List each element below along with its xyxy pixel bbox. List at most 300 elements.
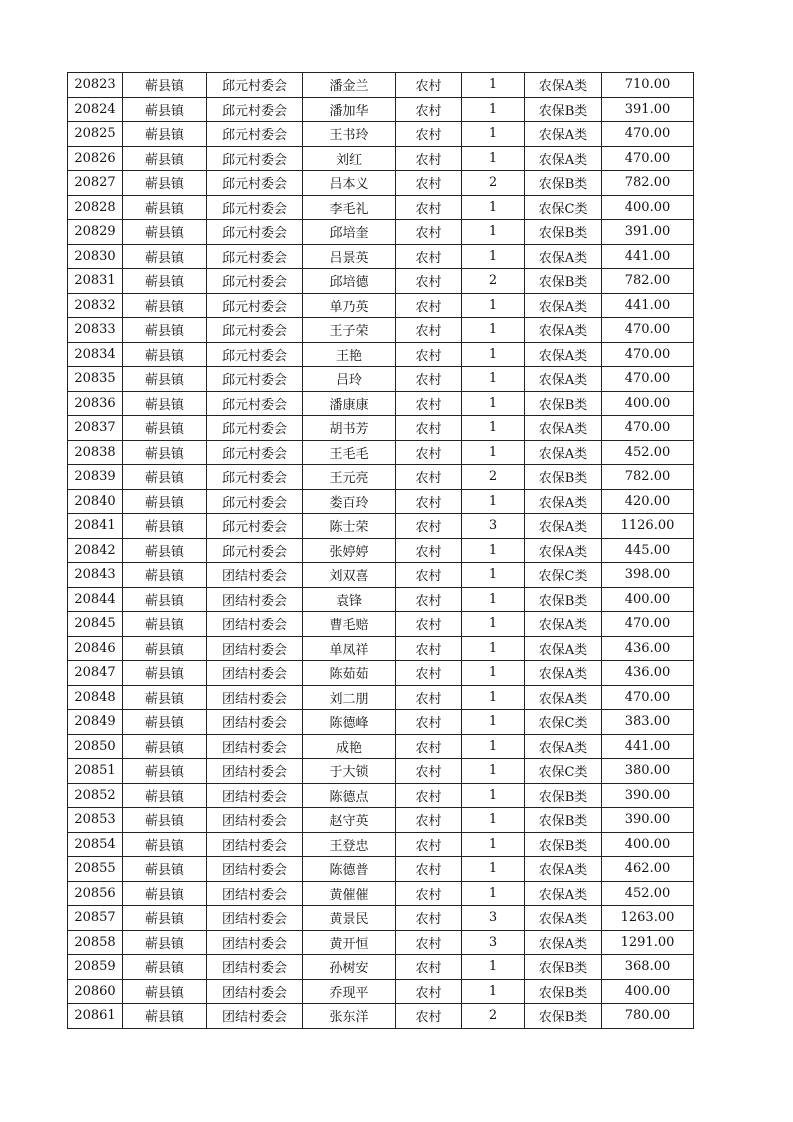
people-count-cell: 1	[462, 710, 525, 735]
household-type-cell: 农村	[396, 979, 462, 1004]
village-committee-cell: 邱元村委会	[207, 538, 303, 563]
household-type-cell: 农村	[396, 759, 462, 784]
town-cell: 蕲县镇	[123, 465, 207, 490]
amount-cell: 452.00	[602, 881, 694, 906]
village-committee-cell: 邱元村委会	[207, 195, 303, 220]
category-cell: 农保A类	[525, 906, 602, 931]
record-id-cell: 20861	[68, 1004, 123, 1029]
village-committee-cell: 团结村委会	[207, 930, 303, 955]
amount-cell: 383.00	[602, 710, 694, 735]
town-cell: 蕲县镇	[123, 685, 207, 710]
name-cell: 陈德普	[303, 857, 396, 882]
town-cell: 蕲县镇	[123, 514, 207, 539]
name-cell: 王艳	[303, 342, 396, 367]
household-type-cell: 农村	[396, 489, 462, 514]
people-count-cell: 1	[462, 832, 525, 857]
record-id-cell: 20833	[68, 318, 123, 343]
amount-cell: 782.00	[602, 465, 694, 490]
name-cell: 潘康康	[303, 391, 396, 416]
town-cell: 蕲县镇	[123, 440, 207, 465]
village-committee-cell: 邱元村委会	[207, 416, 303, 441]
household-type-cell: 农村	[396, 367, 462, 392]
town-cell: 蕲县镇	[123, 171, 207, 196]
household-type-cell: 农村	[396, 563, 462, 588]
town-cell: 蕲县镇	[123, 636, 207, 661]
village-committee-cell: 邱元村委会	[207, 489, 303, 514]
people-count-cell: 3	[462, 906, 525, 931]
town-cell: 蕲县镇	[123, 318, 207, 343]
name-cell: 刘双喜	[303, 563, 396, 588]
table-row	[68, 808, 694, 833]
town-cell: 蕲县镇	[123, 269, 207, 294]
household-type-cell: 农村	[396, 122, 462, 147]
village-committee-cell: 邱元村委会	[207, 244, 303, 269]
name-cell: 胡书芳	[303, 416, 396, 441]
category-cell: 农保B类	[525, 391, 602, 416]
record-id-cell: 20850	[68, 734, 123, 759]
town-cell: 蕲县镇	[123, 783, 207, 808]
category-cell: 农保A类	[525, 538, 602, 563]
town-cell: 蕲县镇	[123, 710, 207, 735]
table-row	[68, 367, 694, 392]
town-cell: 蕲县镇	[123, 759, 207, 784]
record-id-cell: 20841	[68, 514, 123, 539]
table-row	[68, 342, 694, 367]
people-count-cell: 1	[462, 857, 525, 882]
table-body	[68, 73, 694, 1029]
record-id-cell: 20845	[68, 612, 123, 637]
household-type-cell: 农村	[396, 391, 462, 416]
name-cell: 邱培奎	[303, 220, 396, 245]
people-count-cell: 1	[462, 759, 525, 784]
people-count-cell: 2	[462, 1004, 525, 1029]
record-id-cell: 20838	[68, 440, 123, 465]
table-row	[68, 955, 694, 980]
amount-cell: 400.00	[602, 587, 694, 612]
household-type-cell: 农村	[396, 293, 462, 318]
village-committee-cell: 邱元村委会	[207, 146, 303, 171]
table-row	[68, 220, 694, 245]
category-cell: 农保A类	[525, 685, 602, 710]
name-cell: 陈德点	[303, 783, 396, 808]
name-cell: 潘加华	[303, 97, 396, 122]
household-type-cell: 农村	[396, 906, 462, 931]
category-cell: 农保A类	[525, 122, 602, 147]
name-cell: 陈士荣	[303, 514, 396, 539]
people-count-cell: 1	[462, 73, 525, 98]
village-committee-cell: 团结村委会	[207, 808, 303, 833]
record-id-cell: 20846	[68, 636, 123, 661]
household-type-cell: 农村	[396, 465, 462, 490]
table-row	[68, 73, 694, 98]
category-cell: 农保B类	[525, 979, 602, 1004]
table-row	[68, 563, 694, 588]
name-cell: 张东洋	[303, 1004, 396, 1029]
village-committee-cell: 团结村委会	[207, 685, 303, 710]
household-type-cell: 农村	[396, 146, 462, 171]
name-cell: 王子荣	[303, 318, 396, 343]
village-committee-cell: 团结村委会	[207, 661, 303, 686]
village-committee-cell: 邱元村委会	[207, 171, 303, 196]
record-id-cell: 20859	[68, 955, 123, 980]
people-count-cell: 1	[462, 318, 525, 343]
amount-cell: 1291.00	[602, 930, 694, 955]
town-cell: 蕲县镇	[123, 195, 207, 220]
household-type-cell: 农村	[396, 538, 462, 563]
record-id-cell: 20825	[68, 122, 123, 147]
category-cell: 农保B类	[525, 808, 602, 833]
amount-cell: 470.00	[602, 122, 694, 147]
village-committee-cell: 团结村委会	[207, 979, 303, 1004]
amount-cell: 441.00	[602, 293, 694, 318]
village-committee-cell: 团结村委会	[207, 563, 303, 588]
amount-cell: 782.00	[602, 269, 694, 294]
name-cell: 王登忠	[303, 832, 396, 857]
table-row	[68, 293, 694, 318]
amount-cell: 470.00	[602, 685, 694, 710]
town-cell: 蕲县镇	[123, 808, 207, 833]
record-id-cell: 20834	[68, 342, 123, 367]
town-cell: 蕲县镇	[123, 979, 207, 1004]
village-committee-cell: 邱元村委会	[207, 465, 303, 490]
name-cell: 陈德峰	[303, 710, 396, 735]
record-id-cell: 20855	[68, 857, 123, 882]
village-committee-cell: 邱元村委会	[207, 440, 303, 465]
people-count-cell: 1	[462, 342, 525, 367]
people-count-cell: 1	[462, 661, 525, 686]
household-type-cell: 农村	[396, 318, 462, 343]
table-row	[68, 661, 694, 686]
people-count-cell: 2	[462, 269, 525, 294]
household-type-cell: 农村	[396, 97, 462, 122]
town-cell: 蕲县镇	[123, 244, 207, 269]
category-cell: 农保B类	[525, 955, 602, 980]
record-id-cell: 20830	[68, 244, 123, 269]
village-committee-cell: 团结村委会	[207, 710, 303, 735]
people-count-cell: 1	[462, 489, 525, 514]
village-committee-cell: 团结村委会	[207, 955, 303, 980]
amount-cell: 470.00	[602, 612, 694, 637]
amount-cell: 436.00	[602, 661, 694, 686]
people-count-cell: 1	[462, 416, 525, 441]
amount-cell: 436.00	[602, 636, 694, 661]
allowance-table	[67, 72, 694, 1029]
people-count-cell: 1	[462, 734, 525, 759]
category-cell: 农保B类	[525, 465, 602, 490]
category-cell: 农保B类	[525, 783, 602, 808]
category-cell: 农保B类	[525, 171, 602, 196]
table-row	[68, 465, 694, 490]
record-id-cell: 20828	[68, 195, 123, 220]
town-cell: 蕲县镇	[123, 930, 207, 955]
household-type-cell: 农村	[396, 244, 462, 269]
people-count-cell: 1	[462, 979, 525, 1004]
category-cell: 农保A类	[525, 734, 602, 759]
people-count-cell: 1	[462, 808, 525, 833]
village-committee-cell: 团结村委会	[207, 832, 303, 857]
amount-cell: 390.00	[602, 808, 694, 833]
category-cell: 农保A类	[525, 416, 602, 441]
name-cell: 陈茹茹	[303, 661, 396, 686]
household-type-cell: 农村	[396, 1004, 462, 1029]
name-cell: 成艳	[303, 734, 396, 759]
amount-cell: 400.00	[602, 195, 694, 220]
amount-cell: 470.00	[602, 146, 694, 171]
table-row	[68, 318, 694, 343]
table-row	[68, 538, 694, 563]
household-type-cell: 农村	[396, 685, 462, 710]
people-count-cell: 1	[462, 538, 525, 563]
category-cell: 农保A类	[525, 514, 602, 539]
name-cell: 潘金兰	[303, 73, 396, 98]
village-committee-cell: 团结村委会	[207, 783, 303, 808]
village-committee-cell: 团结村委会	[207, 857, 303, 882]
amount-cell: 380.00	[602, 759, 694, 784]
table-row	[68, 612, 694, 637]
people-count-cell: 1	[462, 587, 525, 612]
village-committee-cell: 团结村委会	[207, 759, 303, 784]
town-cell: 蕲县镇	[123, 367, 207, 392]
table-row	[68, 759, 694, 784]
name-cell: 邱培德	[303, 269, 396, 294]
amount-cell: 398.00	[602, 563, 694, 588]
record-id-cell: 20852	[68, 783, 123, 808]
category-cell: 农保A类	[525, 342, 602, 367]
category-cell: 农保A类	[525, 367, 602, 392]
village-committee-cell: 团结村委会	[207, 1004, 303, 1029]
record-id-cell: 20832	[68, 293, 123, 318]
town-cell: 蕲县镇	[123, 563, 207, 588]
category-cell: 农保A类	[525, 612, 602, 637]
people-count-cell: 1	[462, 955, 525, 980]
record-id-cell: 20842	[68, 538, 123, 563]
village-committee-cell: 团结村委会	[207, 881, 303, 906]
amount-cell: 368.00	[602, 955, 694, 980]
people-count-cell: 1	[462, 685, 525, 710]
amount-cell: 470.00	[602, 416, 694, 441]
amount-cell: 391.00	[602, 220, 694, 245]
people-count-cell: 1	[462, 563, 525, 588]
household-type-cell: 农村	[396, 808, 462, 833]
table-row	[68, 857, 694, 882]
category-cell: 农保A类	[525, 73, 602, 98]
town-cell: 蕲县镇	[123, 661, 207, 686]
household-type-cell: 农村	[396, 832, 462, 857]
amount-cell: 400.00	[602, 832, 694, 857]
name-cell: 吕景英	[303, 244, 396, 269]
town-cell: 蕲县镇	[123, 489, 207, 514]
amount-cell: 441.00	[602, 244, 694, 269]
amount-cell: 420.00	[602, 489, 694, 514]
amount-cell: 391.00	[602, 97, 694, 122]
category-cell: 农保C类	[525, 195, 602, 220]
table-row	[68, 636, 694, 661]
town-cell: 蕲县镇	[123, 906, 207, 931]
people-count-cell: 1	[462, 146, 525, 171]
table-row	[68, 489, 694, 514]
household-type-cell: 农村	[396, 416, 462, 441]
table-row	[68, 783, 694, 808]
village-committee-cell: 邱元村委会	[207, 220, 303, 245]
amount-cell: 452.00	[602, 440, 694, 465]
household-type-cell: 农村	[396, 661, 462, 686]
household-type-cell: 农村	[396, 710, 462, 735]
table-row	[68, 979, 694, 1004]
category-cell: 农保A类	[525, 636, 602, 661]
amount-cell: 782.00	[602, 171, 694, 196]
household-type-cell: 农村	[396, 930, 462, 955]
table-row	[68, 416, 694, 441]
household-type-cell: 农村	[396, 514, 462, 539]
record-id-cell: 20829	[68, 220, 123, 245]
record-id-cell: 20849	[68, 710, 123, 735]
record-id-cell: 20853	[68, 808, 123, 833]
amount-cell: 780.00	[602, 1004, 694, 1029]
village-committee-cell: 邱元村委会	[207, 269, 303, 294]
table-row	[68, 881, 694, 906]
category-cell: 农保A类	[525, 881, 602, 906]
name-cell: 刘红	[303, 146, 396, 171]
town-cell: 蕲县镇	[123, 1004, 207, 1029]
household-type-cell: 农村	[396, 73, 462, 98]
name-cell: 赵守英	[303, 808, 396, 833]
town-cell: 蕲县镇	[123, 857, 207, 882]
table-row	[68, 195, 694, 220]
category-cell: 农保A类	[525, 146, 602, 171]
household-type-cell: 农村	[396, 171, 462, 196]
category-cell: 农保B类	[525, 1004, 602, 1029]
amount-cell: 1126.00	[602, 514, 694, 539]
household-type-cell: 农村	[396, 612, 462, 637]
record-id-cell: 20835	[68, 367, 123, 392]
town-cell: 蕲县镇	[123, 832, 207, 857]
people-count-cell: 1	[462, 244, 525, 269]
household-type-cell: 农村	[396, 440, 462, 465]
people-count-cell: 1	[462, 636, 525, 661]
town-cell: 蕲县镇	[123, 122, 207, 147]
amount-cell: 470.00	[602, 342, 694, 367]
record-id-cell: 20840	[68, 489, 123, 514]
town-cell: 蕲县镇	[123, 734, 207, 759]
town-cell: 蕲县镇	[123, 416, 207, 441]
table-row	[68, 710, 694, 735]
village-committee-cell: 邱元村委会	[207, 122, 303, 147]
name-cell: 单乃英	[303, 293, 396, 318]
town-cell: 蕲县镇	[123, 612, 207, 637]
household-type-cell: 农村	[396, 955, 462, 980]
category-cell: 农保B类	[525, 832, 602, 857]
name-cell: 曹毛赔	[303, 612, 396, 637]
household-type-cell: 农村	[396, 269, 462, 294]
amount-cell: 470.00	[602, 367, 694, 392]
table-row	[68, 391, 694, 416]
people-count-cell: 1	[462, 122, 525, 147]
category-cell: 农保A类	[525, 318, 602, 343]
table-row	[68, 685, 694, 710]
table-row	[68, 171, 694, 196]
name-cell: 黄开恒	[303, 930, 396, 955]
record-id-cell: 20860	[68, 979, 123, 1004]
table-row	[68, 122, 694, 147]
table-row	[68, 587, 694, 612]
household-type-cell: 农村	[396, 857, 462, 882]
amount-cell: 1263.00	[602, 906, 694, 931]
town-cell: 蕲县镇	[123, 293, 207, 318]
household-type-cell: 农村	[396, 587, 462, 612]
table-row	[68, 269, 694, 294]
record-id-cell: 20826	[68, 146, 123, 171]
people-count-cell: 1	[462, 612, 525, 637]
amount-cell: 710.00	[602, 73, 694, 98]
record-id-cell: 20844	[68, 587, 123, 612]
name-cell: 于大锁	[303, 759, 396, 784]
household-type-cell: 农村	[396, 636, 462, 661]
amount-cell: 462.00	[602, 857, 694, 882]
village-committee-cell: 邱元村委会	[207, 293, 303, 318]
village-committee-cell: 邱元村委会	[207, 342, 303, 367]
people-count-cell: 2	[462, 171, 525, 196]
village-committee-cell: 团结村委会	[207, 734, 303, 759]
town-cell: 蕲县镇	[123, 342, 207, 367]
town-cell: 蕲县镇	[123, 391, 207, 416]
name-cell: 孙树安	[303, 955, 396, 980]
name-cell: 吕玲	[303, 367, 396, 392]
category-cell: 农保C类	[525, 710, 602, 735]
people-count-cell: 1	[462, 293, 525, 318]
village-committee-cell: 邱元村委会	[207, 367, 303, 392]
people-count-cell: 1	[462, 195, 525, 220]
record-id-cell: 20858	[68, 930, 123, 955]
household-type-cell: 农村	[396, 342, 462, 367]
table-row	[68, 832, 694, 857]
people-count-cell: 1	[462, 881, 525, 906]
name-cell: 单凤祥	[303, 636, 396, 661]
household-type-cell: 农村	[396, 220, 462, 245]
table-row	[68, 244, 694, 269]
amount-cell: 400.00	[602, 979, 694, 1004]
amount-cell: 441.00	[602, 734, 694, 759]
village-committee-cell: 团结村委会	[207, 906, 303, 931]
category-cell: 农保A类	[525, 857, 602, 882]
name-cell: 娄百玲	[303, 489, 396, 514]
name-cell: 吕本义	[303, 171, 396, 196]
record-id-cell: 20836	[68, 391, 123, 416]
village-committee-cell: 邱元村委会	[207, 391, 303, 416]
village-committee-cell: 邱元村委会	[207, 73, 303, 98]
table-row	[68, 1004, 694, 1029]
village-committee-cell: 邱元村委会	[207, 97, 303, 122]
town-cell: 蕲县镇	[123, 146, 207, 171]
category-cell: 农保B类	[525, 269, 602, 294]
table-row	[68, 440, 694, 465]
table-row	[68, 146, 694, 171]
table-row	[68, 906, 694, 931]
record-id-cell: 20827	[68, 171, 123, 196]
people-count-cell: 1	[462, 391, 525, 416]
name-cell: 乔现平	[303, 979, 396, 1004]
name-cell: 黄景民	[303, 906, 396, 931]
household-type-cell: 农村	[396, 734, 462, 759]
town-cell: 蕲县镇	[123, 73, 207, 98]
category-cell: 农保A类	[525, 440, 602, 465]
household-type-cell: 农村	[396, 881, 462, 906]
category-cell: 农保B类	[525, 97, 602, 122]
town-cell: 蕲县镇	[123, 97, 207, 122]
name-cell: 张婷婷	[303, 538, 396, 563]
record-id-cell: 20854	[68, 832, 123, 857]
town-cell: 蕲县镇	[123, 881, 207, 906]
people-count-cell: 1	[462, 220, 525, 245]
